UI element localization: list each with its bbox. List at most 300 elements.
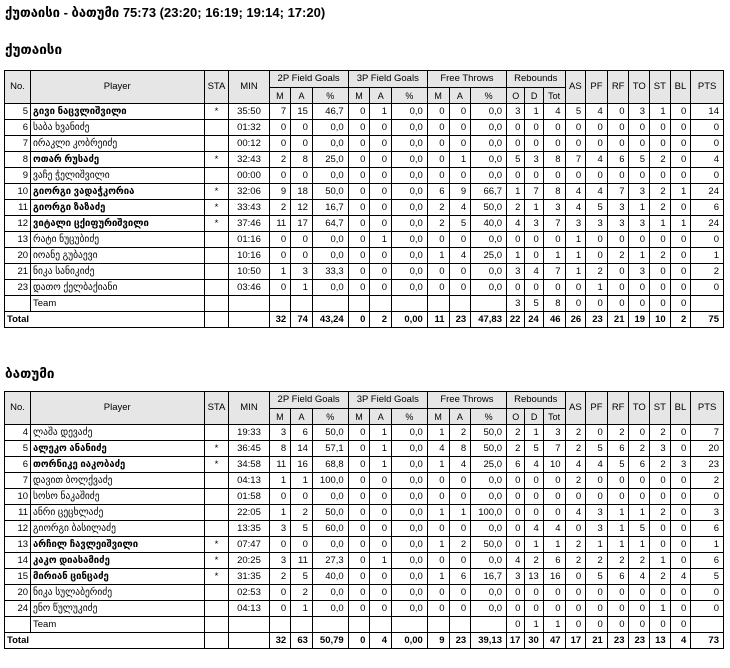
minutes-played: 01:32: [229, 120, 269, 136]
stat-ft-percent: 0,0: [471, 280, 507, 296]
stat-2p-attempted: 0: [291, 120, 313, 136]
player-row: [5, 120, 724, 136]
stat-def-rebounds: 0: [525, 136, 543, 152]
stat-steals: 1: [650, 104, 671, 120]
stat-points: 24: [691, 216, 724, 232]
stat-ft-attempted: 0: [449, 136, 471, 152]
stat-2p-attempted: 15: [291, 104, 313, 120]
stat-2p-attempted: 0: [291, 537, 313, 553]
stat-assists: 0: [565, 585, 586, 601]
total-assists: 17: [565, 633, 586, 649]
stat-blocks: 0: [670, 441, 691, 457]
stat-total-rebounds: 7: [543, 264, 565, 280]
stat-blocks: 0: [670, 120, 691, 136]
player-row: [5, 184, 724, 200]
stat-points: 0: [691, 489, 724, 505]
stat-2p-attempted: 17: [291, 216, 313, 232]
stat-turnovers: 0: [629, 489, 650, 505]
stat-fouls-received: 1: [607, 521, 629, 537]
total-off-rebounds: 22: [506, 312, 524, 328]
stat-ft-percent: 0,0: [471, 168, 507, 184]
stat-total-rebounds: 0: [543, 136, 565, 152]
subheader-ft-percent: %: [471, 88, 507, 104]
player-row: [5, 152, 724, 168]
stat-steals: 0: [650, 264, 671, 280]
stat-3p-percent: 0,0: [392, 569, 428, 585]
stat-def-rebounds: 5: [525, 441, 543, 457]
stat-2p-attempted: 2: [291, 505, 313, 521]
stat-steals: 0: [650, 120, 671, 136]
stat-off-rebounds: 3: [506, 569, 524, 585]
stat-fouls-received: 0: [607, 601, 629, 617]
stat-2p-made: 0: [269, 232, 291, 248]
stat-ft-percent: [471, 296, 507, 312]
stat-ft-made: 0: [427, 601, 449, 617]
player-number: 7: [5, 136, 31, 152]
player-number: [5, 296, 31, 312]
stat-off-rebounds: 0: [506, 585, 524, 601]
stat-def-rebounds: 4: [525, 521, 543, 537]
total-ft-made: 9: [427, 633, 449, 649]
stat-turnovers: 0: [629, 601, 650, 617]
header-player: Player: [31, 71, 204, 104]
stat-3p-made: 0: [348, 264, 370, 280]
stat-total-rebounds: 1: [543, 248, 565, 264]
stat-3p-made: 0: [348, 489, 370, 505]
header-no: No.: [5, 392, 31, 425]
stat-personal-fouls: 0: [586, 425, 608, 441]
stat-3p-percent: 0,0: [392, 136, 428, 152]
stat-ft-percent: 0,0: [471, 473, 507, 489]
stat-fouls-received: 0: [607, 264, 629, 280]
stat-def-rebounds: 13: [525, 569, 543, 585]
starter-mark: [204, 473, 229, 489]
player-name: Team: [31, 296, 204, 312]
total-2p-percent: 50,79: [312, 633, 348, 649]
stat-def-rebounds: 0: [525, 280, 543, 296]
minutes-played: 00:00: [229, 168, 269, 184]
stat-ft-percent: 50,0: [471, 441, 507, 457]
player-row: [5, 601, 724, 617]
stat-turnovers: 2: [629, 553, 650, 569]
header-free-throws: Free Throws: [427, 71, 506, 88]
stat-assists: 2: [565, 553, 586, 569]
player-number: 13: [5, 232, 31, 248]
stat-3p-attempted: 1: [370, 232, 392, 248]
stat-fouls-received: 0: [607, 168, 629, 184]
stat-off-rebounds: 0: [506, 617, 524, 633]
stat-assists: 2: [565, 441, 586, 457]
stat-steals: 2: [650, 184, 671, 200]
stat-2p-attempted: 11: [291, 553, 313, 569]
stat-turnovers: 6: [629, 457, 650, 473]
stat-3p-attempted: 0: [370, 200, 392, 216]
stat-3p-made: 0: [348, 537, 370, 553]
stat-ft-percent: 0,0: [471, 601, 507, 617]
subheader-3p-percent: %: [392, 88, 428, 104]
stat-points: 24: [691, 184, 724, 200]
stat-turnovers: 0: [629, 280, 650, 296]
stat-off-rebounds: 3: [506, 296, 524, 312]
starter-mark: *: [204, 537, 229, 553]
stat-points: 0: [691, 601, 724, 617]
stat-blocks: 0: [670, 248, 691, 264]
stat-2p-made: 0: [269, 585, 291, 601]
player-name: საბა ხვანიძე: [31, 120, 204, 136]
subheader-def-rebounds: D: [525, 88, 543, 104]
stat-def-rebounds: 2: [525, 553, 543, 569]
minutes-played: 02:53: [229, 585, 269, 601]
stat-total-rebounds: 7: [543, 441, 565, 457]
total-total-rebounds: 46: [543, 312, 565, 328]
stat-turnovers: 0: [629, 232, 650, 248]
total-assists: 26: [565, 312, 586, 328]
header-points: PTS: [691, 71, 724, 104]
stat-turnovers: 3: [629, 216, 650, 232]
stat-fouls-received: 2: [607, 553, 629, 569]
stat-2p-percent: 50,0: [312, 505, 348, 521]
stat-fouls-received: 6: [607, 569, 629, 585]
stat-ft-attempted: 0: [449, 104, 471, 120]
stat-ft-attempted: 9: [449, 184, 471, 200]
player-name: გიორგი ზაზაძე: [31, 200, 204, 216]
stat-off-rebounds: 3: [506, 104, 524, 120]
stat-points: [691, 296, 724, 312]
minutes-played: 34:58: [229, 457, 269, 473]
stat-total-rebounds: 1: [543, 537, 565, 553]
minutes-played: 37:46: [229, 216, 269, 232]
stat-3p-made: 0: [348, 457, 370, 473]
stat-2p-percent: 25,0: [312, 152, 348, 168]
stat-2p-made: 0: [269, 136, 291, 152]
stat-2p-made: 9: [269, 184, 291, 200]
minutes-played: 19:33: [229, 425, 269, 441]
player-number: 4: [5, 425, 31, 441]
stat-turnovers: 1: [629, 200, 650, 216]
stat-3p-attempted: 1: [370, 457, 392, 473]
stat-steals: 2: [650, 152, 671, 168]
total-off-rebounds: 17: [506, 633, 524, 649]
total-2p-attempted: 74: [291, 312, 313, 328]
stat-2p-attempted: 0: [291, 248, 313, 264]
starter-mark: [204, 248, 229, 264]
total-ft-attempted: 23: [449, 633, 471, 649]
stat-blocks: 0: [670, 601, 691, 617]
stat-3p-percent: 0,0: [392, 216, 428, 232]
stat-2p-attempted: 0: [291, 168, 313, 184]
stat-fouls-received: 6: [607, 441, 629, 457]
stat-blocks: 0: [670, 296, 691, 312]
minutes-played: 04:13: [229, 601, 269, 617]
player-row: [5, 569, 724, 585]
stat-off-rebounds: 2: [506, 425, 524, 441]
total-blocks: 4: [670, 633, 691, 649]
stat-steals: 0: [650, 296, 671, 312]
stat-personal-fouls: 5: [586, 441, 608, 457]
stat-total-rebounds: 4: [543, 104, 565, 120]
total-row: [5, 633, 724, 649]
total-3p-attempted: 4: [370, 633, 392, 649]
stat-turnovers: 1: [629, 248, 650, 264]
stat-ft-attempted: 0: [449, 264, 471, 280]
stat-3p-made: 0: [348, 152, 370, 168]
minutes-played: 01:16: [229, 232, 269, 248]
stat-3p-attempted: 0: [370, 216, 392, 232]
stat-fouls-received: 5: [607, 457, 629, 473]
stat-personal-fouls: 4: [586, 104, 608, 120]
stat-assists: 1: [565, 248, 586, 264]
player-name: მირიან ცინცაძე: [31, 569, 204, 585]
stat-3p-percent: 0,0: [392, 457, 428, 473]
stat-steals: 0: [650, 585, 671, 601]
stat-ft-percent: 50,0: [471, 200, 507, 216]
player-row: [5, 457, 724, 473]
stat-total-rebounds: 8: [543, 152, 565, 168]
header-row: [5, 71, 724, 88]
stat-2p-percent: 0,0: [312, 232, 348, 248]
stat-ft-percent: 25,0: [471, 457, 507, 473]
player-number: 12: [5, 521, 31, 537]
stat-total-rebounds: 0: [543, 473, 565, 489]
stat-total-rebounds: 0: [543, 505, 565, 521]
header-fouls-received: RF: [607, 392, 629, 425]
player-number: 20: [5, 585, 31, 601]
header-minutes: MIN: [229, 392, 269, 425]
total-2p-made: 32: [269, 312, 291, 328]
stat-def-rebounds: 1: [525, 537, 543, 553]
stat-2p-made: [269, 617, 291, 633]
total-fouls-received: 23: [607, 633, 629, 649]
stat-ft-percent: 0,0: [471, 152, 507, 168]
stat-2p-attempted: 18: [291, 184, 313, 200]
stat-ft-made: 1: [427, 569, 449, 585]
stat-points: 23: [691, 457, 724, 473]
stat-turnovers: 3: [629, 184, 650, 200]
header-assists: AS: [565, 71, 586, 104]
stat-ft-made: 0: [427, 280, 449, 296]
stat-personal-fouls: 2: [586, 553, 608, 569]
stat-fouls-received: 6: [607, 152, 629, 168]
total-3p-percent: 0,00: [392, 312, 428, 328]
stat-assists: 1: [565, 264, 586, 280]
stat-blocks: 0: [670, 152, 691, 168]
subheader-2p-made: M: [269, 88, 291, 104]
stat-3p-percent: 0,0: [392, 152, 428, 168]
stat-steals: 0: [650, 280, 671, 296]
stat-ft-attempted: 4: [449, 248, 471, 264]
minutes-played: 04:13: [229, 473, 269, 489]
player-number: 5: [5, 441, 31, 457]
stat-off-rebounds: 0: [506, 168, 524, 184]
total-starter-empty: [204, 312, 229, 328]
stat-points: 6: [691, 200, 724, 216]
total-minutes-empty: [229, 633, 269, 649]
minutes-played: 01:58: [229, 489, 269, 505]
stat-turnovers: 0: [629, 425, 650, 441]
stat-ft-attempted: 2: [449, 537, 471, 553]
stat-ft-made: 0: [427, 232, 449, 248]
total-minutes-empty: [229, 312, 269, 328]
stat-3p-percent: 0,0: [392, 441, 428, 457]
header-3p-field-goals: 3P Field Goals: [348, 392, 427, 409]
stat-off-rebounds: 0: [506, 505, 524, 521]
starter-mark: [204, 585, 229, 601]
stat-steals: 2: [650, 457, 671, 473]
stat-off-rebounds: 2: [506, 441, 524, 457]
subheader-3p-attempted: A: [370, 409, 392, 425]
stat-2p-made: 0: [269, 601, 291, 617]
stat-off-rebounds: 0: [506, 473, 524, 489]
stat-steals: 2: [650, 248, 671, 264]
stat-ft-percent: 0,0: [471, 136, 507, 152]
stat-2p-made: 0: [269, 168, 291, 184]
stat-points: 3: [691, 505, 724, 521]
stat-fouls-received: 0: [607, 120, 629, 136]
stat-2p-attempted: 5: [291, 521, 313, 537]
player-name: ლაშა დევაძე: [31, 425, 204, 441]
stat-ft-made: 6: [427, 184, 449, 200]
stat-3p-percent: 0,0: [392, 537, 428, 553]
total-steals: 10: [650, 312, 671, 328]
stat-3p-percent: 0,0: [392, 104, 428, 120]
player-number: 11: [5, 200, 31, 216]
header-starter: STA: [204, 71, 229, 104]
stat-ft-attempted: [449, 296, 471, 312]
player-name: ენო წულუკიძე: [31, 601, 204, 617]
stat-ft-made: 0: [427, 264, 449, 280]
stat-ft-percent: 25,0: [471, 248, 507, 264]
stat-turnovers: 0: [629, 585, 650, 601]
stat-3p-attempted: 0: [370, 152, 392, 168]
stat-points: 0: [691, 585, 724, 601]
subheader-ft-made: M: [427, 88, 449, 104]
stat-assists: 4: [565, 457, 586, 473]
stat-ft-percent: 0,0: [471, 104, 507, 120]
header-steals: ST: [650, 71, 671, 104]
stat-assists: 5: [565, 104, 586, 120]
starter-mark: [204, 296, 229, 312]
subheader-2p-attempted: A: [291, 409, 313, 425]
stat-3p-made: 0: [348, 120, 370, 136]
total-3p-attempted: 2: [370, 312, 392, 328]
player-name: გიორგი ბასილაძე: [31, 521, 204, 537]
stat-points: 0: [691, 136, 724, 152]
stat-3p-attempted: 0: [370, 168, 392, 184]
starter-mark: [204, 264, 229, 280]
player-row: [5, 505, 724, 521]
stat-2p-percent: 68,8: [312, 457, 348, 473]
stat-ft-percent: 0,0: [471, 585, 507, 601]
team-name-away: ბათუმი: [5, 366, 55, 381]
stat-total-rebounds: 1: [543, 617, 565, 633]
stat-fouls-received: 2: [607, 248, 629, 264]
stat-3p-attempted: 0: [370, 569, 392, 585]
subheader-ft-made: M: [427, 409, 449, 425]
stat-ft-made: 0: [427, 489, 449, 505]
starter-mark: *: [204, 216, 229, 232]
total-row: [5, 312, 724, 328]
stat-turnovers: 1: [629, 537, 650, 553]
stat-def-rebounds: 1: [525, 104, 543, 120]
stat-points: 4: [691, 152, 724, 168]
total-ft-attempted: 23: [449, 312, 471, 328]
player-name: კაკო დიასამიძე: [31, 553, 204, 569]
player-row: [5, 232, 724, 248]
stat-2p-made: 3: [269, 553, 291, 569]
stat-points: 6: [691, 521, 724, 537]
stat-2p-made: 0: [269, 120, 291, 136]
stat-2p-percent: 0,0: [312, 585, 348, 601]
stat-blocks: 0: [670, 168, 691, 184]
stat-personal-fouls: 1: [586, 537, 608, 553]
stat-blocks: 0: [670, 473, 691, 489]
stat-turnovers: 0: [629, 296, 650, 312]
header-2p-field-goals: 2P Field Goals: [269, 392, 348, 409]
header-fouls-received: RF: [607, 71, 629, 104]
stat-2p-made: 2: [269, 200, 291, 216]
stat-points: 6: [691, 553, 724, 569]
stat-fouls-received: 0: [607, 296, 629, 312]
stat-fouls-received: 2: [607, 425, 629, 441]
stat-blocks: 1: [670, 184, 691, 200]
stat-2p-made: 3: [269, 521, 291, 537]
stat-ft-made: 1: [427, 425, 449, 441]
stat-blocks: 0: [670, 264, 691, 280]
stat-2p-attempted: 3: [291, 264, 313, 280]
stat-personal-fouls: 0: [586, 617, 608, 633]
stat-2p-attempted: [291, 617, 313, 633]
stat-2p-made: 0: [269, 248, 291, 264]
stat-personal-fouls: 0: [586, 296, 608, 312]
stat-fouls-received: 0: [607, 232, 629, 248]
stat-total-rebounds: 3: [543, 200, 565, 216]
stat-ft-percent: 0,0: [471, 521, 507, 537]
stat-ft-attempted: 0: [449, 585, 471, 601]
player-name: რატი ნუცუბიძე: [31, 232, 204, 248]
player-name: ანრი ცეცხლაძე: [31, 505, 204, 521]
header-2p-field-goals: 2P Field Goals: [269, 71, 348, 88]
stat-2p-attempted: 6: [291, 425, 313, 441]
stat-def-rebounds: 4: [525, 457, 543, 473]
minutes-played: 07:47: [229, 537, 269, 553]
stat-assists: 0: [565, 569, 586, 585]
stat-fouls-received: 0: [607, 280, 629, 296]
header-minutes: MIN: [229, 71, 269, 104]
minutes-played: 10:16: [229, 248, 269, 264]
stat-2p-attempted: 1: [291, 601, 313, 617]
starter-mark: [204, 168, 229, 184]
stat-ft-percent: 40,0: [471, 216, 507, 232]
stat-blocks: 0: [670, 489, 691, 505]
stat-def-rebounds: 5: [525, 296, 543, 312]
stat-steals: 0: [650, 232, 671, 248]
stat-3p-made: 0: [348, 232, 370, 248]
stat-personal-fouls: 3: [586, 216, 608, 232]
stat-3p-attempted: 0: [370, 521, 392, 537]
player-name: დათო ქელბაქიანი: [31, 280, 204, 296]
stat-2p-made: 7: [269, 104, 291, 120]
minutes-played: 32:43: [229, 152, 269, 168]
header-blocks: BL: [670, 71, 691, 104]
stat-ft-attempted: 0: [449, 120, 471, 136]
stat-blocks: 0: [670, 200, 691, 216]
subheader-2p-percent: %: [312, 88, 348, 104]
stat-3p-percent: 0,0: [392, 489, 428, 505]
stat-ft-attempted: 0: [449, 489, 471, 505]
stat-fouls-received: 0: [607, 104, 629, 120]
stat-ft-percent: 0,0: [471, 264, 507, 280]
stat-ft-percent: 50,0: [471, 425, 507, 441]
